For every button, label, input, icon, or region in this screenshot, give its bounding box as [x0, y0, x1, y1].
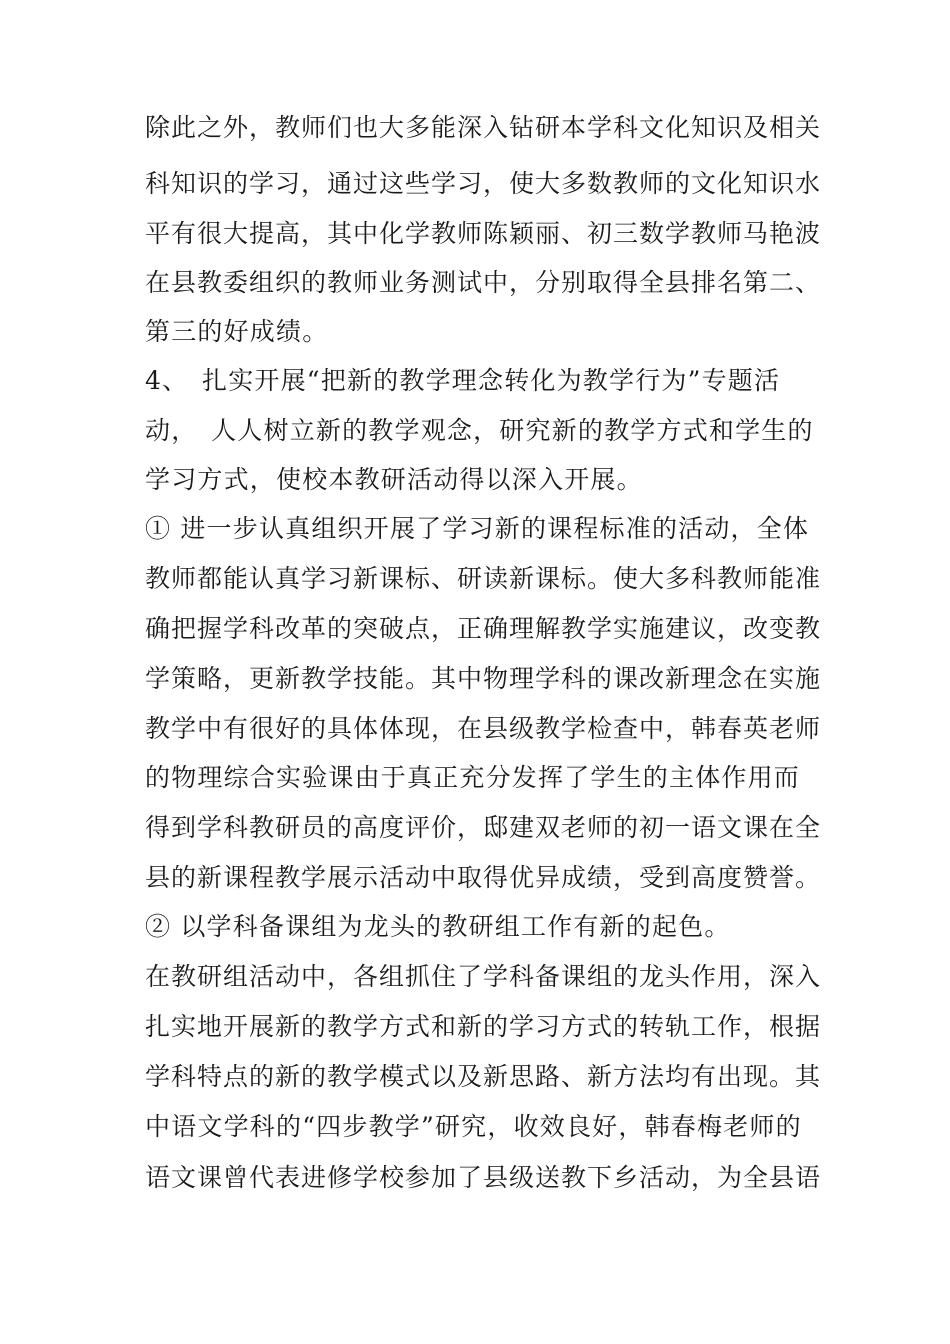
text-line: 学策略，更新教学技能。其中物理学科的课改新理念在实施: [145, 664, 822, 693]
text-line: 语文课曾代表进修学校参加了县级送教下乡活动，为全县语: [145, 1163, 822, 1192]
text-line: 平有很大提高，其中化学教师陈颖丽、初三数学教师马艳波: [145, 219, 822, 248]
text-line: 第三的好成绩。: [145, 317, 329, 346]
text-line: 县的新课程教学展示活动中取得优异成绩，受到高度赞誉。: [145, 863, 822, 892]
text-line: 4、 扎实开展“把新的教学理念转化为教学行为”专题活: [145, 366, 781, 395]
text-line: 教师都能认真学习新课标、研读新课标。使大多科教师能准: [145, 564, 822, 593]
text-line: 在县教委组织的教师业务测试中，分别取得全县排名第二、: [145, 268, 822, 297]
text-line: 动， 人人树立新的教学观念，研究新的教学方式和学生的: [145, 416, 814, 445]
text-line: 得到学科教研员的高度评价，邸建双老师的初一语文课在全: [145, 813, 822, 842]
text-line: ② 以学科备课组为龙头的教研组工作有新的起色。: [145, 912, 731, 941]
text-line: 除此之外，教师们也大多能深入钻研本学科文化知识及相关: [145, 113, 822, 142]
text-line: 的物理综合实验课由于真正充分发挥了学生的主体作用而: [145, 763, 801, 792]
text-line: ① 进一步认真组织开展了学习新的课程标准的活动，全体: [145, 514, 810, 543]
text-line: 学习方式，使校本教研活动得以深入开展。: [145, 465, 643, 494]
text-line: 中语文学科的“四步教学”研究，收效良好，韩春梅老师的: [145, 1112, 802, 1141]
text-line: 学科特点的新的教学模式以及新思路、新方法均有出现。其: [145, 1062, 822, 1091]
text-line: 确把握学科改革的突破点，正确理解教学实施建议，改变教: [145, 614, 822, 643]
text-line: 科知识的学习，通过这些学习，使大多数教师的文化知识水: [145, 169, 822, 198]
text-line: 在教研组活动中，各组抓住了学科备课组的龙头作用，深入: [145, 962, 822, 991]
text-line: 扎实地开展新的教学方式和新的学习方式的转轨工作，根据: [145, 1012, 822, 1041]
text-line: 教学中有很好的具体体现，在县级教学检查中，韩春英老师: [145, 714, 822, 743]
